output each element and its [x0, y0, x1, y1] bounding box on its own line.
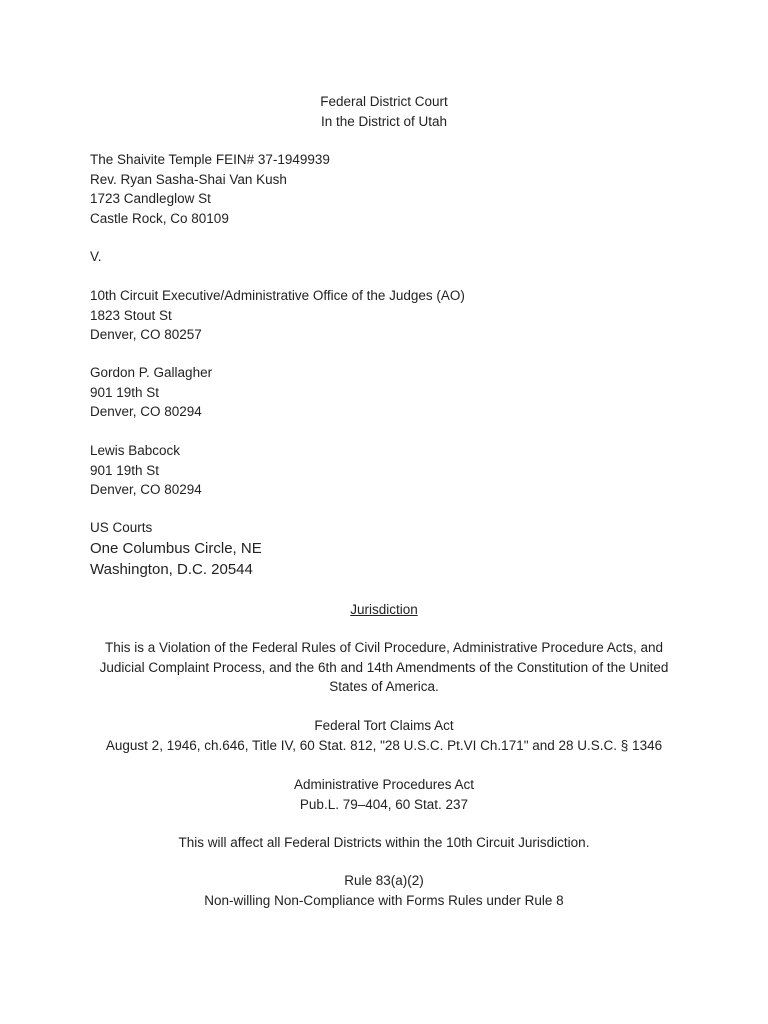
jurisdiction-heading-text: Jurisdiction [350, 602, 418, 617]
ftca-title: Federal Tort Claims Act [314, 718, 454, 733]
defendant-name: Lewis Babcock [90, 443, 181, 458]
rule-text: Non-willing Non-Compliance with Forms Rules under Rule 8 [204, 892, 564, 908]
jurisdiction-paragraph: This is a Violation of the Federal Rules of Civil Procedure, Administrative Procedure Acts, and Judicial Complaint Process, and the 6th and 14th Amendments of the Constitution of the United States of America. [99, 640, 669, 694]
defendant-block [90, 518, 262, 580]
court-name: Federal District Court [320, 94, 448, 109]
plaintiff-street: 1723 Candleglow St [90, 191, 211, 206]
ftca-citation: August 2, 1946, ch.646, Title IV, 60 Stat. 812, "28 U.S.C. Pt.VI Ch.171" and 28 U.S.C. § 1346 [105, 737, 663, 753]
effect-statement: This will affect all Federal Districts within the 10th Circuit Jurisdiction. [178, 835, 590, 850]
defendant-name: US Courts [90, 520, 153, 535]
rule-block [0, 871, 768, 910]
defendant-street: One Columbus Circle, NE [90, 539, 262, 557]
defendant-city: Washington, D.C. 20544 [90, 560, 253, 578]
defendant-block [90, 286, 465, 345]
apa-title: Administrative Procedures Act [293, 777, 475, 792]
defendant-street: 901 19th St [90, 462, 160, 478]
defendant-block [90, 363, 212, 422]
defendant-name: 10th Circuit Executive/Administrative Office of the Judges (AO) [90, 288, 465, 303]
plaintiff-rep: Rev. Ryan Sasha-Shai Van Kush [90, 171, 287, 187]
apa-citation: Pub.L. 79–404, 60 Stat. 237 [299, 796, 469, 812]
plaintiff-block [90, 150, 330, 228]
court-caption [0, 92, 768, 131]
jurisdiction-heading [0, 600, 768, 620]
apa-block [0, 775, 768, 814]
rule-title: Rule 83(a)(2) [344, 873, 424, 888]
defendant-block [90, 441, 202, 500]
defendant-city: Denver, CO 80294 [90, 404, 202, 419]
defendant-city: Denver, CO 80257 [90, 327, 202, 342]
defendant-street: 901 19th St [90, 384, 160, 400]
court-district: In the District of Utah [320, 113, 448, 129]
defendant-street: 1823 Stout St [90, 307, 172, 323]
versus-label: V. [90, 249, 102, 264]
defendant-city: Denver, CO 80294 [90, 482, 202, 497]
defendant-name: Gordon P. Gallagher [90, 365, 213, 380]
plaintiff-name: The Shaivite Temple FEIN# 37-1949939 [90, 152, 330, 167]
plaintiff-city: Castle Rock, Co 80109 [90, 210, 229, 226]
ftca-block [0, 716, 768, 755]
